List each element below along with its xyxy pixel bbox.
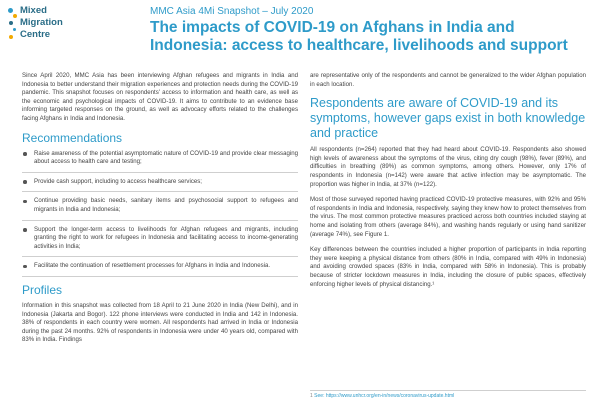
recommendations-heading: Recommendations xyxy=(22,130,123,145)
logo-text-line1: Mixed xyxy=(20,5,47,16)
profiles-paragraph: Information in this snapshot was collected from 18 April to 21 June 2020 in India (New Delhi), and in Indonesia (Jakarta and Bogor). 122 phone interviews were conducted in India and 142 in Indonesia. 38% of respondents in each country were women. All respondents had arrived in India or Indonesia during the past 24 months. 92% of respondents in Indonesia were under 40 years old, compared with 83% in India. Findings xyxy=(22,301,298,344)
list-item: Raise awareness of the potential asymptomatic nature of COVID-19 and provide clear messaging about access to health care and testing; xyxy=(22,150,298,173)
header xyxy=(0,0,600,64)
intro-paragraph: Since April 2020, MMC Asia has been interviewing Afghan refugees and migrants in India and Indonesia to better understand their migration experiences and protection needs during the COVID-19 pandemic. This snapshot focuses on respondents' access to information and health care, as well as the economic and psychological impacts of COVID-19. It aims to contribute to an evidence base informing targeted responses on the ground, as well as advocacy efforts related to the challenges facing Afghans in India and Indonesia. xyxy=(22,72,298,122)
list-item: Provide cash support, including to access healthcare services; xyxy=(22,178,298,193)
list-item: Support the longer-term access to livelihoods for Afghan refugees and migrants, including granting the right to work for refugees in Indonesia and facilitating access to income-generating activities in India; xyxy=(22,226,298,258)
protective-measures-paragraph: Most of those surveyed reported having practiced COVID-19 protective measures, with 92% and 95% of respondents in India and Indonesia, respectively, saying they knew how to protect themselves from the virus. The most common protective measures practiced across both countries included staying at home and isolating from others (average 84%), and washing hands regularly or using hand sanitizer (average 74%), see Figure 1. xyxy=(310,196,586,238)
right-column xyxy=(310,72,586,296)
left-column xyxy=(22,72,298,352)
logo-text-line2: Migration xyxy=(20,17,63,28)
recommendations-list xyxy=(22,150,298,277)
list-item: Continue providing basic needs, sanitary items and psychosocial support to refugees and migrants in India and Indonesia; xyxy=(22,197,298,220)
section-heading: Respondents are aware of COVID-19 and its symptoms, however gaps exist in both knowledge and practice xyxy=(310,96,586,141)
footnote xyxy=(310,390,586,399)
continuation-paragraph: are representative only of the respondents and cannot be generalized to the wider Afghan population in each location. xyxy=(310,72,586,88)
footnote-number: 1 xyxy=(310,393,313,399)
logo-dots-icon xyxy=(8,6,18,50)
page-title: The impacts of COVID-19 on Afghans in India and Indonesia: access to healthcare, livelihoods and support xyxy=(150,19,568,54)
footnote-link[interactable]: See: https://www.unhcr.org/en-in/news/coronavirus-update.html xyxy=(314,393,455,399)
differences-paragraph: Key differences between the countries included a higher proportion of participants in India reporting they were keeping a physical distance from others (80% in India, compared with 49% in Indonesia) and avoiding crowded spaces (83% in India, compared with 58% in Indonesia). This is probably because of stricter lockdown measures in India, including the closure of public spaces, effectively enforcing higher levels of physical distancing.¹ xyxy=(310,246,586,288)
profiles-heading: Profiles xyxy=(22,282,63,297)
mmc-logo xyxy=(8,6,118,50)
awareness-paragraph: All respondents (n=264) reported that they had heard about COVID-19. Respondents also showed high levels of awareness about the symptoms of the virus, citing dry cough (98%), fever (89%), and difficulties in breathing (89%) as common symptoms, among others. However, only 17% of respondents in Indonesia (n=142) were aware that active infection may be asymptomatic. The proportion was higher in India, at 37% (n=122). xyxy=(310,146,586,188)
logo-text-line3: Centre xyxy=(20,29,51,40)
snapshot-kicker: MMC Asia 4Mi Snapshot – July 2020 xyxy=(150,6,314,17)
list-item: Facilitate the continuation of resettlement processes for Afghans in India and Indonesia. xyxy=(22,262,298,277)
